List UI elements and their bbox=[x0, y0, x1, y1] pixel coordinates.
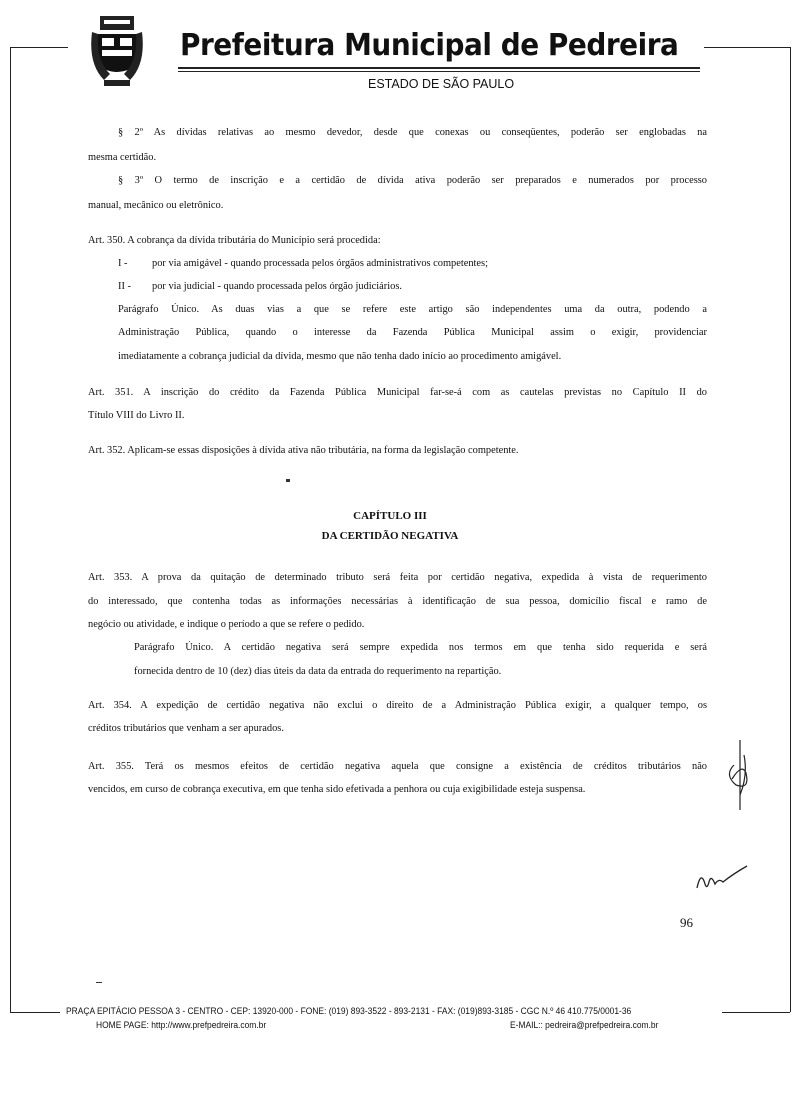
frame-left bbox=[10, 47, 11, 1012]
page-number: 96 bbox=[680, 915, 693, 930]
item-number: II - bbox=[118, 281, 131, 292]
article-352: Art. 352. Aplicam-se essas disposições à dívida ativa não tributária, na forma da legislação competente. bbox=[88, 445, 519, 456]
chapter-title: DA CERTIDÃO NEGATIVA bbox=[321, 530, 459, 542]
article-353: do interessado, que contenha todas as informações necessárias à identificação de sua pessoa, domicílio fiscal e ramo de bbox=[88, 596, 707, 607]
item-text: por via judicial - quando processada pelos órgão judiciários. bbox=[152, 281, 402, 292]
article-355: vencidos, em curso de cobrança executiva, em que tenha sido efetivada a penhora ou cuja exigibilidade esteja suspensa. bbox=[88, 784, 586, 795]
item-text: por via amigável - quando processada pelos órgãos administrativos competentes; bbox=[152, 258, 488, 269]
paragraph-2-line: § 2º As dívidas relativas ao mesmo devedor, desde que conexas ou conseqüentes, poderão ser englobadas na bbox=[118, 127, 707, 138]
article-350-paragraph: imediatamente a cobrança judicial da dívida, mesmo que não tenha dado início ao procedimento amigável. bbox=[118, 351, 562, 362]
chapter-heading: CAPÍTULO III bbox=[353, 510, 427, 522]
signature-rubric bbox=[693, 860, 753, 896]
article-350-paragraph: Administração Pública, quando o interesse da Fazenda Pública Municipal assim o exigir, providenciar bbox=[118, 327, 707, 338]
article-355: Art. 355. Terá os mesmos efeitos de certidão negativa aquela que consigne a existência de créditos tributários não bbox=[88, 761, 707, 772]
article-354: créditos tributários que venham a ser apurados. bbox=[88, 723, 284, 734]
article-351: Título VIII do Livro II. bbox=[88, 410, 185, 421]
frame-bottom-right bbox=[722, 1012, 790, 1013]
page-title: Prefeitura Municipal de Pedreira bbox=[180, 28, 679, 63]
article-353-paragraph: Parágrafo Único. A certidão negativa será sempre expedida nos termos em que tenha sido requerida e será bbox=[134, 642, 707, 653]
header-rule-thin bbox=[178, 71, 700, 72]
coat-of-arms-logo bbox=[90, 14, 144, 94]
header-rule bbox=[178, 67, 700, 69]
article-350-paragraph: Parágrafo Único. As duas vias a que se refere este artigo são independentes uma da outra, podendo a bbox=[118, 304, 707, 315]
signature-initials bbox=[720, 735, 760, 815]
footer-email[interactable]: E-MAIL:: pedreira@prefpedreira.com.br bbox=[510, 1020, 659, 1031]
scan-mark bbox=[286, 479, 290, 482]
item-number: I - bbox=[118, 258, 128, 269]
paragraph-3-line: manual, mecânico ou eletrônico. bbox=[88, 200, 224, 211]
article-353: negócio ou atividade, e indique o período a que se refere o pedido. bbox=[88, 619, 365, 630]
article-353-paragraph: fornecida dentro de 10 (dez) dias úteis da data da entrada do requerimento na repartição. bbox=[134, 666, 502, 677]
frame-top-left bbox=[10, 47, 68, 48]
paragraph-2-line: mesma certidão. bbox=[88, 152, 157, 163]
footer-address: PRAÇA EPITÁCIO PESSOA 3 - CENTRO - CEP: 13920-000 - FONE: (019) 893-3522 - 893-2131 - FAX: (019)893-3185 - CGC N.º 46 410.775/0001-36 bbox=[66, 1006, 632, 1017]
scan-mark bbox=[96, 982, 102, 983]
paragraph-3-line: § 3º O termo de inscrição e a certidão de dívida ativa poderão ser preparados e numerados por processo bbox=[118, 175, 707, 186]
frame-top-right bbox=[704, 47, 790, 48]
frame-right bbox=[790, 47, 791, 1012]
article-351: Art. 351. A inscrição do crédito da Fazenda Pública Municipal far-se-á com as cautelas previstas no Capítulo II do bbox=[88, 387, 707, 398]
frame-bottom-left bbox=[10, 1012, 60, 1013]
footer-homepage[interactable]: HOME PAGE: http://www.prefpedreira.com.br bbox=[96, 1020, 267, 1031]
article-354: Art. 354. A expedição de certidão negativa não exclui o direito de a Administração Pública exigir, a qualquer tempo, os bbox=[88, 700, 707, 711]
article-350: Art. 350. A cobrança da dívida tributária do Município será procedida: bbox=[88, 235, 381, 246]
article-353: Art. 353. A prova da quitação de determinado tributo será feita por certidão negativa, expedida à vista de requerimento bbox=[88, 572, 707, 583]
page-subtitle: ESTADO DE SÃO PAULO bbox=[368, 77, 515, 91]
